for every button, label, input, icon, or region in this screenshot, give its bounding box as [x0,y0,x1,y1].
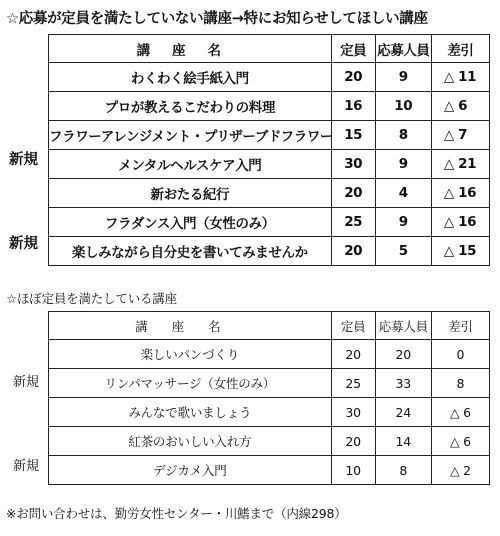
header-difference: 差引 [431,312,489,340]
course-name: プロが教えるこだわりの料理 [49,92,332,121]
course-name: メンタルヘルスケア入門 [49,150,332,179]
header-applicants: 応募人員 [375,312,431,340]
table-row [49,63,490,92]
difference: △ 16 [431,179,489,208]
header-course-name: 講座名 [49,312,332,340]
capacity: 16 [331,92,375,121]
course-name: 紅茶のおいしい入れ方 [49,427,332,456]
applicants: 5 [375,237,431,266]
applicants: 33 [375,369,431,398]
capacity: 15 [331,121,375,150]
course-name: 新おたる紀行 [49,179,332,208]
table-row [49,456,490,485]
table-header-row [49,312,490,340]
new-label: 新規 [13,375,40,390]
difference: △ 21 [431,150,489,179]
applicants: 8 [375,456,431,485]
difference: △ 11 [431,63,489,92]
capacity: 25 [331,369,375,398]
course-name: フラダンス入門（女性のみ） [49,208,332,237]
course-name: デジカメ入門 [49,456,332,485]
capacity: 20 [331,237,375,266]
difference: 0 [431,340,489,369]
difference: △ 16 [431,208,489,237]
applicants: 9 [375,150,431,179]
applicants: 9 [375,208,431,237]
header-difference: 差引 [431,35,489,63]
capacity: 20 [331,427,375,456]
difference: △ 2 [431,456,489,485]
new-label: 新規 [9,152,38,168]
undersubscribed-courses-table [48,34,490,266]
capacity: 20 [331,63,375,92]
capacity: 10 [331,456,375,485]
capacity: 30 [331,398,375,427]
table-row [49,208,490,237]
course-name: 楽しいパンづくり [49,340,332,369]
nearly-full-courses-table [48,311,490,485]
table-row [49,121,490,150]
contact-footer: ※お問い合わせは、勤労女性センター・川鰭まで（内線298） [6,506,347,521]
header-applicants: 応募人員 [375,35,431,63]
applicants: 8 [375,121,431,150]
table-row [49,340,490,369]
new-label: 新規 [9,236,38,252]
applicants: 24 [375,398,431,427]
table-row [49,398,490,427]
applicants: 4 [375,179,431,208]
header-capacity: 定員 [331,312,375,340]
difference: 8 [431,369,489,398]
table-header-row [49,35,490,63]
course-name: フラワーアレンジメント・プリザーブドフラワー [49,121,332,150]
applicants: 9 [375,63,431,92]
table-row [49,237,490,266]
course-name: わくわく絵手紙入門 [49,63,332,92]
capacity: 25 [331,208,375,237]
difference: △ 6 [431,92,489,121]
new-label: 新規 [13,459,40,474]
course-name: 楽しみながら自分史を書いてみませんか [49,237,332,266]
capacity: 30 [331,150,375,179]
section1-title: ☆応募が定員を満たしていない講座→特にお知らせしてほしい講座 [6,11,428,27]
header-capacity: 定員 [331,35,375,63]
difference: △ 6 [431,427,489,456]
difference: △ 15 [431,237,489,266]
capacity: 20 [331,340,375,369]
table-row [49,427,490,456]
course-name: リンパマッサージ（女性のみ） [49,369,332,398]
header-course-name: 講座名 [49,35,332,63]
applicants: 14 [375,427,431,456]
difference: △ 7 [431,121,489,150]
table-row [49,179,490,208]
table-row [49,369,490,398]
table-row [49,150,490,179]
course-name: みんなで歌いましょう [49,398,332,427]
section2-title: ☆ほぼ定員を満たしている講座 [6,291,177,306]
applicants: 10 [375,92,431,121]
applicants: 20 [375,340,431,369]
capacity: 20 [331,179,375,208]
table-row [49,92,490,121]
difference: △ 6 [431,398,489,427]
